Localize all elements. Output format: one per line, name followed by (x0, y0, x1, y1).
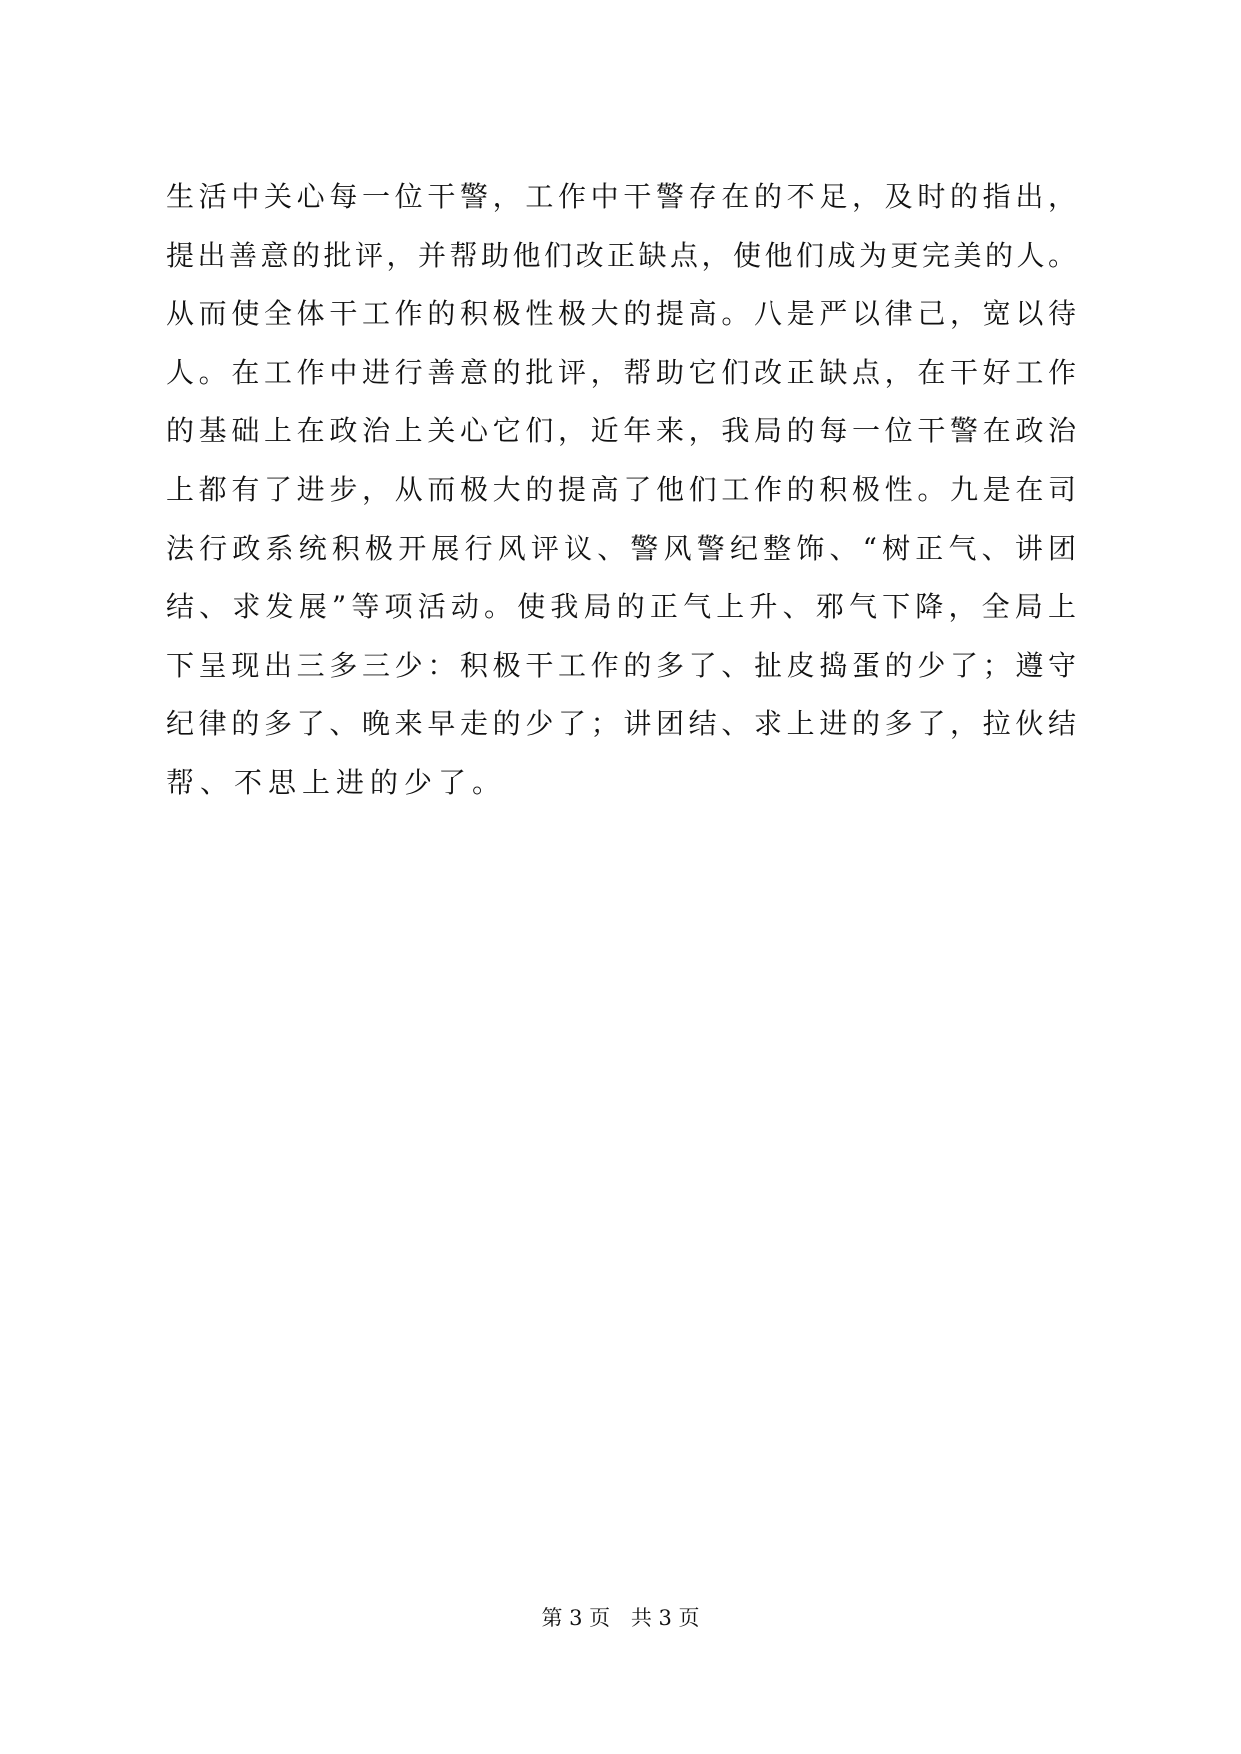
text-line: 人。在工作中进行善意的批评，帮助它们改正缺点，在干好工作 (166, 355, 1076, 389)
text-line: 从而使全体干工作的积极性极大的提高。八是严以律己，宽以待 (166, 297, 1076, 331)
text-line: 的基础上在政治上关心它们，近年来，我局的每一位干警在政治 (166, 414, 1076, 448)
page-number: 第 3 页 (541, 1606, 611, 1630)
page-footer (0, 1603, 1241, 1633)
text-line: 帮、不思上进的少了。 (166, 765, 507, 799)
text-line: 法行政系统积极开展行风评议、警风警纪整饰、“树正气、讲团 (166, 531, 1076, 565)
text-line: 生活中关心每一位干警，工作中干警存在的不足，及时的指出， (166, 180, 1076, 213)
text-line: 提出善意的批评，并帮助他们改正缺点，使他们成为更完美的人。 (166, 238, 1076, 272)
text-line: 下呈现出三多三少：积极干工作的多了、扯皮捣蛋的少了；遵守 (166, 648, 1076, 682)
page-total: 共 3 页 (630, 1606, 700, 1630)
text-line: 结、求发展”等项活动。使我局的正气上升、邪气下降，全局上 (166, 590, 1076, 624)
text-line: 上都有了进步，从而极大的提高了他们工作的积极性。九是在司 (166, 472, 1076, 506)
text-line: 纪律的多了、晚来早走的少了；讲团结、求上进的多了，拉伙结 (166, 707, 1076, 741)
body-paragraph (166, 168, 1076, 813)
